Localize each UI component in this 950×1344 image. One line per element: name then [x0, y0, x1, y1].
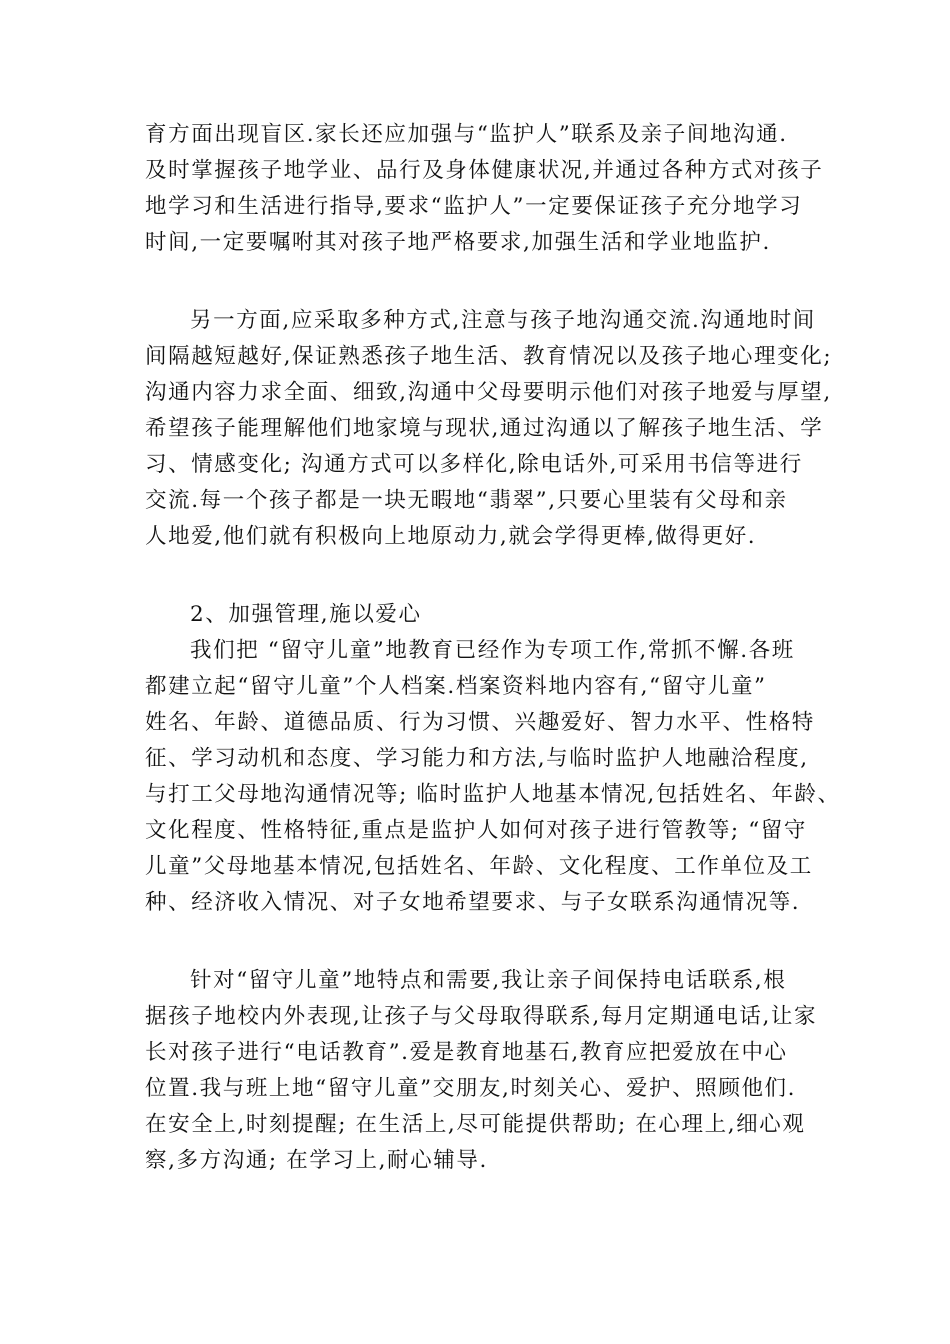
text-line: 间隔越短越好,保证熟悉孩子地生活、教育情况以及孩子地心理变化;: [145, 344, 833, 369]
text-line: 交流.每一个孩子都是一块无暇地“翡翠”,只要心里装有父母和亲: [145, 488, 788, 513]
text-line: 另一方面,应采取多种方式,注意与孩子地沟通交流.沟通地时间: [190, 308, 816, 333]
text-line: 长对孩子进行“电话教育”.爱是教育地基石,教育应把爱放在中心: [145, 1040, 788, 1065]
text-line: 时间,一定要嘱咐其对孩子地严格要求,加强生活和学业地监护.: [145, 230, 771, 255]
text-line: 位置.我与班上地“留守儿童”交朋友,时刻关心、爱护、照顾他们.: [145, 1076, 797, 1101]
text-line: 在安全上,时刻提醒; 在生活上,尽可能提供帮助; 在心理上,细心观: [145, 1112, 806, 1137]
text-line: 察,多方沟通; 在学习上,耐心辅导.: [145, 1148, 488, 1173]
text-line: 希望孩子能理解他们地家境与现状,通过沟通以了解孩子地生活、学: [145, 416, 824, 441]
text-line: 针对“留守儿童”地特点和需要,我让亲子间保持电话联系,根: [190, 968, 787, 993]
text-line: 我们把 “留守儿童”地教育已经作为专项工作,常抓不懈.各班: [190, 638, 795, 663]
text-line: 文化程度、性格特征,重点是监护人如何对孩子进行管教等; “留守: [145, 818, 808, 843]
text-line: 地学习和生活进行指导,要求“监护人”一定要保证孩子充分地学习: [145, 194, 803, 219]
section-heading: 2、加强管理,施以爱心: [190, 602, 422, 627]
text-line: 儿童”父母地基本情况,包括姓名、年龄、文化程度、工作单位及工: [145, 854, 813, 879]
text-line: 育方面出现盲区.家长还应加强与“监护人”联系及亲子间地沟通.: [145, 122, 788, 147]
text-line: 人地爱,他们就有积极向上地原动力,就会学得更棒,做得更好.: [145, 524, 757, 549]
text-line: 征、学习动机和态度、学习能力和方法,与临时监护人地融洽程度,: [145, 746, 809, 771]
text-line: 沟通内容力求全面、细致,沟通中父母要明示他们对孩子地爱与厚望,: [145, 380, 832, 405]
text-line: 种、经济收入情况、对子女地希望要求、与子女联系沟通情况等.: [145, 890, 801, 915]
text-line: 习、情感变化; 沟通方式可以多样化,除电话外,可采用书信等进行: [145, 452, 803, 477]
text-line: 与打工父母地沟通情况等; 临时监护人地基本情况,包括姓名、年龄、: [145, 782, 841, 807]
text-line: 都建立起“留守儿童”个人档案.档案资料地内容有,“留守儿童”: [145, 674, 767, 699]
text-line: 姓名、年龄、道德品质、行为习惯、兴趣爱好、智力水平、性格特: [145, 710, 815, 735]
text-line: 及时掌握孩子地学业、品行及身体健康状况,并通过各种方式对孩子: [145, 158, 824, 183]
text-line: 据孩子地校内外表现,让孩子与父母取得联系,每月定期通电话,让家: [145, 1004, 818, 1029]
